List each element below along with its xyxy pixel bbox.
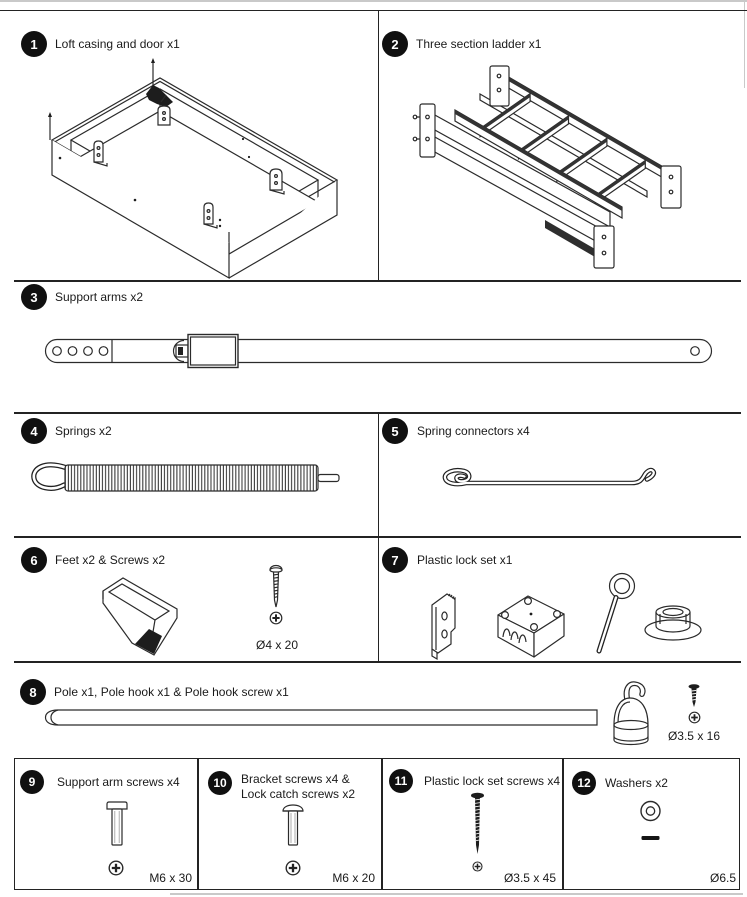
- plastic-lock-set-illustration: [410, 565, 710, 665]
- grid-line: [378, 412, 380, 661]
- wood-screw-illustration: [262, 560, 292, 615]
- corner-bracket: [158, 106, 170, 125]
- grid-line: [381, 758, 383, 890]
- size-label: M6 x 20: [332, 871, 375, 885]
- grid-line: [0, 10, 747, 12]
- item-number-badge: 6: [21, 547, 47, 573]
- spring-connector-illustration: [440, 462, 665, 494]
- item-label: Washers x2: [605, 776, 668, 790]
- size-label: M6 x 30: [149, 871, 192, 885]
- item-number-badge: 3: [21, 284, 47, 310]
- item-number-badge: 4: [21, 418, 47, 444]
- lock-box-illustration: [498, 596, 564, 657]
- item-label: Spring connectors x4: [417, 424, 530, 438]
- washer-illustration: [636, 796, 666, 846]
- page-edge-artifact-right: [744, 0, 746, 88]
- loft-casing-illustration: [30, 55, 360, 285]
- phillips-head-icon: [285, 860, 301, 876]
- item-label: Springs x2: [55, 424, 112, 438]
- item-number-badge: 9: [20, 770, 44, 794]
- phillips-head-icon: [688, 711, 701, 724]
- size-label: Ø3.5 x 45: [503, 871, 556, 885]
- ladder-illustration: [395, 60, 740, 280]
- item-label: Plastic lock set screws x4: [424, 774, 561, 788]
- pole-illustration: [40, 676, 730, 751]
- phillips-head-icon: [472, 861, 483, 872]
- pole-hook-illustration: [614, 682, 648, 745]
- item-label: Support arm screws x4: [57, 775, 180, 789]
- item-number-badge: 5: [382, 418, 408, 444]
- size-label: Ø6.5: [709, 871, 736, 885]
- item-number-badge: 8: [20, 679, 46, 705]
- lock-key-illustration: [599, 574, 635, 652]
- page-edge-artifact-bottom: [170, 893, 743, 895]
- lock-catch-illustration: [432, 594, 456, 659]
- item-number-badge: 11: [389, 769, 413, 793]
- phillips-head-icon: [108, 860, 124, 876]
- size-label: Ø3.5 x 16: [667, 729, 720, 743]
- lock-grommet-illustration: [645, 606, 701, 640]
- grid-line: [197, 758, 199, 890]
- size-label: Ø4 x 20: [255, 638, 299, 652]
- item-number-badge: 12: [572, 771, 596, 795]
- item-label: Plastic lock set x1: [417, 553, 513, 567]
- foot-illustration: [88, 570, 193, 662]
- support-arm-illustration: [40, 330, 720, 374]
- item-number-badge: 2: [382, 31, 408, 57]
- long-screw-illustration: [465, 790, 490, 858]
- pole-hook-screw-illustration: [689, 684, 700, 707]
- item-label: Support arms x2: [55, 290, 144, 304]
- bolt-illustration: [100, 795, 135, 850]
- machine-screw-illustration: [278, 800, 308, 850]
- item-number-badge: 7: [382, 547, 408, 573]
- spring-illustration: [30, 458, 350, 498]
- item-number-badge: 10: [208, 771, 232, 795]
- grid-line: [378, 10, 380, 281]
- item-label: Pole x1, Pole hook x1 & Pole hook screw x1: [54, 685, 289, 699]
- grid-line: [562, 758, 564, 890]
- item-label: Three section ladder x1: [416, 37, 542, 51]
- item-label: Loft casing and door x1: [55, 37, 180, 51]
- item-label: Feet x2 & Screws x2: [55, 553, 166, 567]
- corner-bracket: [270, 169, 284, 194]
- item-number-badge: 1: [21, 31, 47, 57]
- phillips-head-icon: [269, 611, 283, 625]
- item-label: Bracket screws x4 & Lock catch screws x2: [241, 772, 356, 801]
- page-edge-artifact-top: [0, 0, 747, 2]
